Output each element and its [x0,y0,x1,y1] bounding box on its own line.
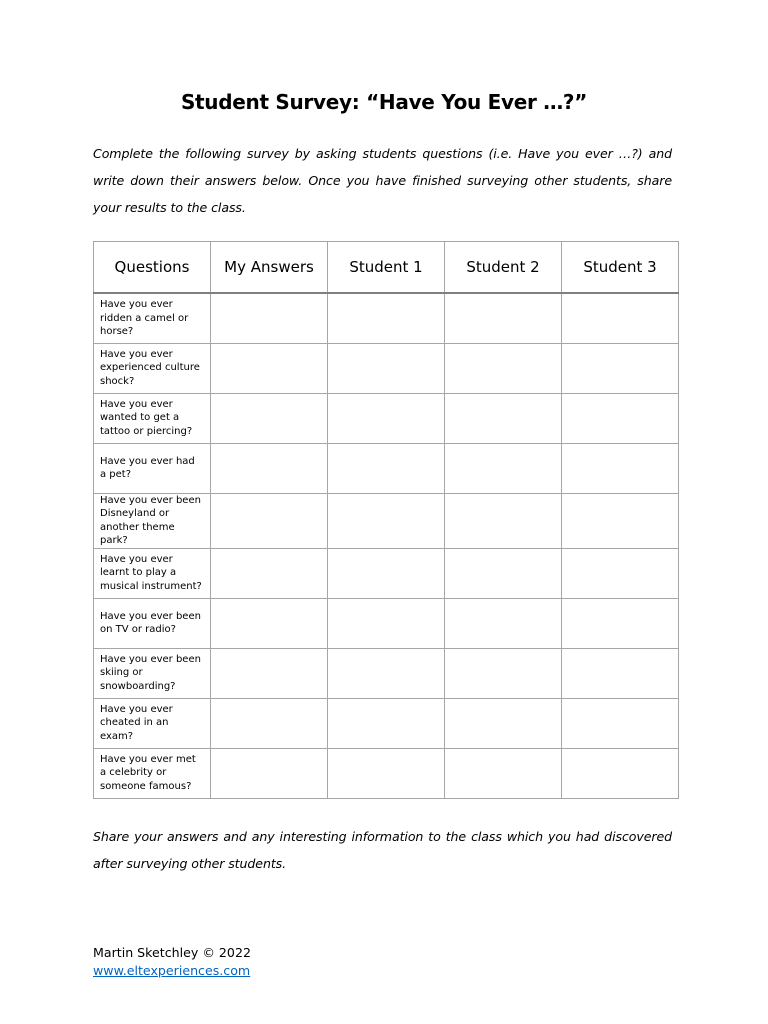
my-answer-cell[interactable] [211,598,328,648]
my-answer-cell[interactable] [211,343,328,393]
footer-website-link[interactable]: www.eltexperiences.com [93,963,251,978]
student-1-answer-cell[interactable] [328,598,445,648]
intro-instructions: Complete the following survey by asking students questions (i.e. Have you ever …?) and write down their answers below. Once you have finished surveying other students, share your results to the class. [93,146,672,215]
header-student-1: Student 1 [328,242,445,294]
my-answer-cell[interactable] [211,393,328,443]
my-answer-cell[interactable] [211,548,328,598]
student-3-answer-cell[interactable] [562,748,679,798]
student-3-answer-cell[interactable] [562,648,679,698]
student-2-answer-cell[interactable] [445,493,562,548]
student-3-answer-cell[interactable] [562,293,679,343]
student-2-answer-cell[interactable] [445,293,562,343]
table-row [94,293,679,343]
table-body [94,293,679,798]
question-cell: Have you ever met a celebrity or someone famous? [94,748,211,798]
question-cell: Have you ever been on TV or radio? [94,598,211,648]
table-header-row [94,242,679,294]
student-3-answer-cell[interactable] [562,598,679,648]
student-2-answer-cell[interactable] [445,698,562,748]
table-row [94,343,679,393]
question-cell: Have you ever been Disneyland or another theme park? [94,493,211,548]
my-answer-cell[interactable] [211,748,328,798]
student-2-answer-cell[interactable] [445,598,562,648]
my-answer-cell[interactable] [211,493,328,548]
student-3-answer-cell[interactable] [562,443,679,493]
student-1-answer-cell[interactable] [328,548,445,598]
table-row [94,698,679,748]
table-row [94,648,679,698]
question-cell: Have you ever learnt to play a musical instrument? [94,548,211,598]
table-row [94,393,679,443]
question-cell: Have you ever ridden a camel or horse? [94,293,211,343]
question-cell: Have you ever wanted to get a tattoo or piercing? [94,393,211,443]
student-2-answer-cell[interactable] [445,548,562,598]
student-2-answer-cell[interactable] [445,443,562,493]
student-1-answer-cell[interactable] [328,443,445,493]
table-row [94,548,679,598]
header-questions: Questions [94,242,211,294]
table-row [94,598,679,648]
student-3-answer-cell[interactable] [562,548,679,598]
question-cell: Have you ever had a pet? [94,443,211,493]
student-3-answer-cell[interactable] [562,493,679,548]
student-1-answer-cell[interactable] [328,748,445,798]
student-2-answer-cell[interactable] [445,648,562,698]
survey-table [93,241,679,799]
student-2-answer-cell[interactable] [445,393,562,443]
student-3-answer-cell[interactable] [562,393,679,443]
student-1-answer-cell[interactable] [328,393,445,443]
student-1-answer-cell[interactable] [328,698,445,748]
student-1-answer-cell[interactable] [328,493,445,548]
student-2-answer-cell[interactable] [445,343,562,393]
header-my-answers: My Answers [211,242,328,294]
student-3-answer-cell[interactable] [562,698,679,748]
question-cell: Have you ever experienced culture shock? [94,343,211,393]
my-answer-cell[interactable] [211,698,328,748]
student-1-answer-cell[interactable] [328,648,445,698]
student-3-answer-cell[interactable] [562,343,679,393]
header-student-2: Student 2 [445,242,562,294]
question-cell: Have you ever been skiing or snowboarding? [94,648,211,698]
table-row [94,748,679,798]
table-row [94,493,679,548]
my-answer-cell[interactable] [211,443,328,493]
table-row [94,443,679,493]
footer [93,944,251,980]
page-title: Student Survey: “Have You Ever …?” [180,90,588,114]
header-student-3: Student 3 [562,242,679,294]
student-1-answer-cell[interactable] [328,343,445,393]
closing-instructions: Share your answers and any interesting information to the class which you had discovered after surveying other students. [93,829,672,871]
my-answer-cell[interactable] [211,648,328,698]
footer-author: Martin Sketchley © 2022 [93,945,251,960]
student-2-answer-cell[interactable] [445,748,562,798]
question-cell: Have you ever cheated in an exam? [94,698,211,748]
my-answer-cell[interactable] [211,293,328,343]
student-1-answer-cell[interactable] [328,293,445,343]
